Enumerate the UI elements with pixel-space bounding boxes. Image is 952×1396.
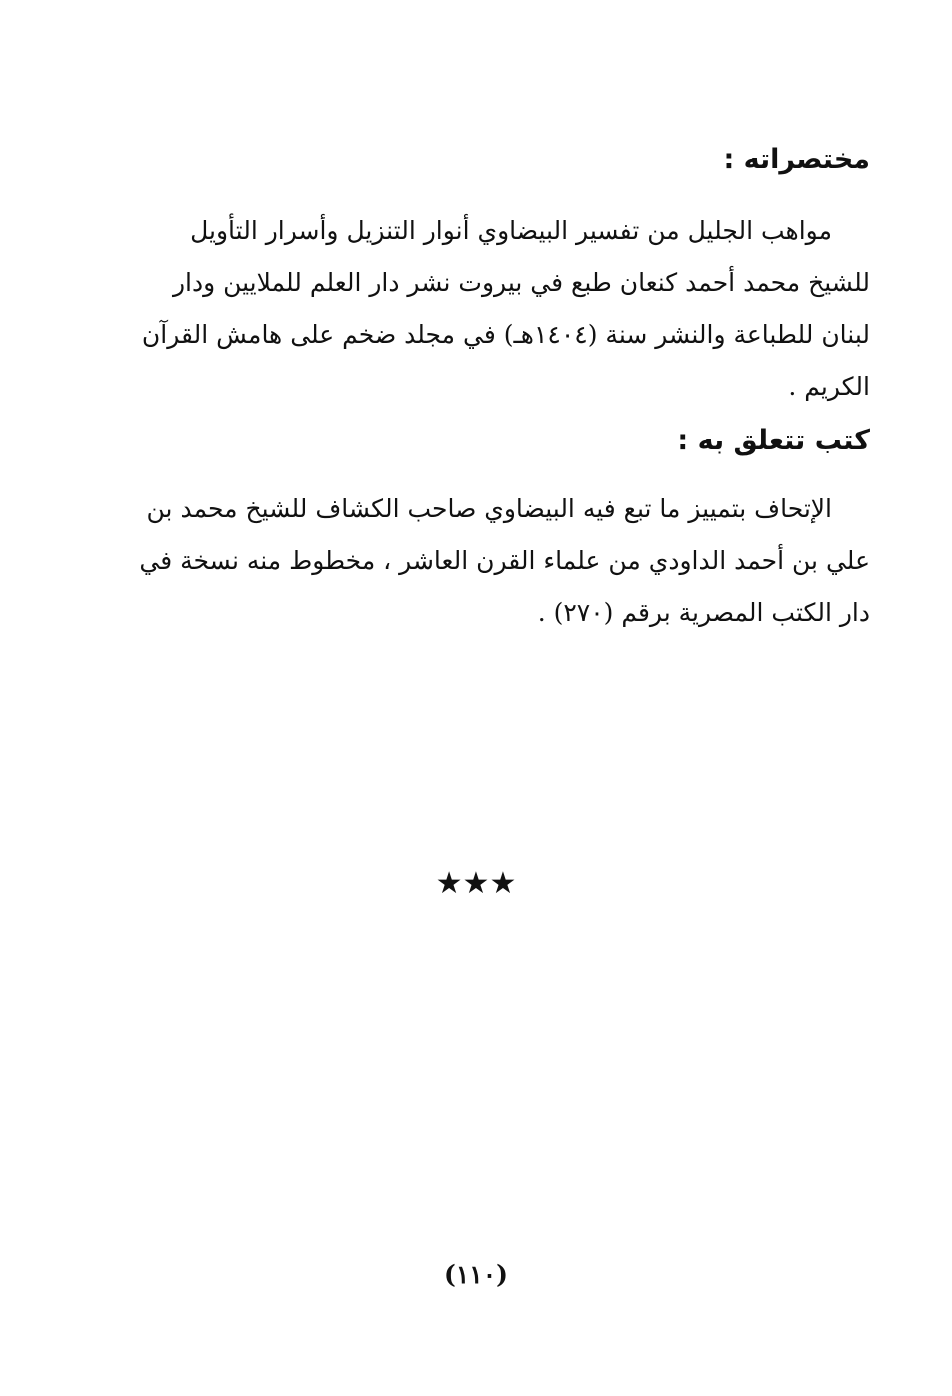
heading-text: مختصراته : [723,144,870,175]
paragraph-line: دار الكتب المصرية برقم (٢٧٠) . [537,598,870,627]
section-paragraph-related-books [74,483,870,639]
section-paragraph-abridgements [74,205,870,413]
section-separator-stars: ★★★ [435,866,517,901]
page-number: (١١٠) [444,1260,508,1289]
section-heading-related-books [74,421,870,461]
paragraph-line: الكريم . [788,372,870,401]
heading-text: كتب تتعلق به : [677,425,870,456]
paragraph-line: علي بن أحمد الداودي من علماء القرن العاشر ، مخطوط منه نسخة في [139,546,870,575]
paragraph-line: لبنان للطباعة والنشر سنة (١٤٠٤هـ) في مجلد ضخم على هامش القرآن [141,320,870,349]
paragraph [74,205,870,413]
paragraph-line: للشيخ محمد أحمد كنعان طبع في بيروت نشر دار العلم للملايين ودار [172,268,870,297]
paragraph-line: مواهب الجليل من تفسير البيضاوي أنوار التنزيل وأسرار التأويل [190,216,832,245]
paragraph-line: الإتحاف بتمييز ما تبع فيه البيضاوي صاحب الكشاف للشيخ محمد بن [146,494,832,523]
section-heading-abridgements [74,140,870,180]
paragraph [74,483,870,639]
